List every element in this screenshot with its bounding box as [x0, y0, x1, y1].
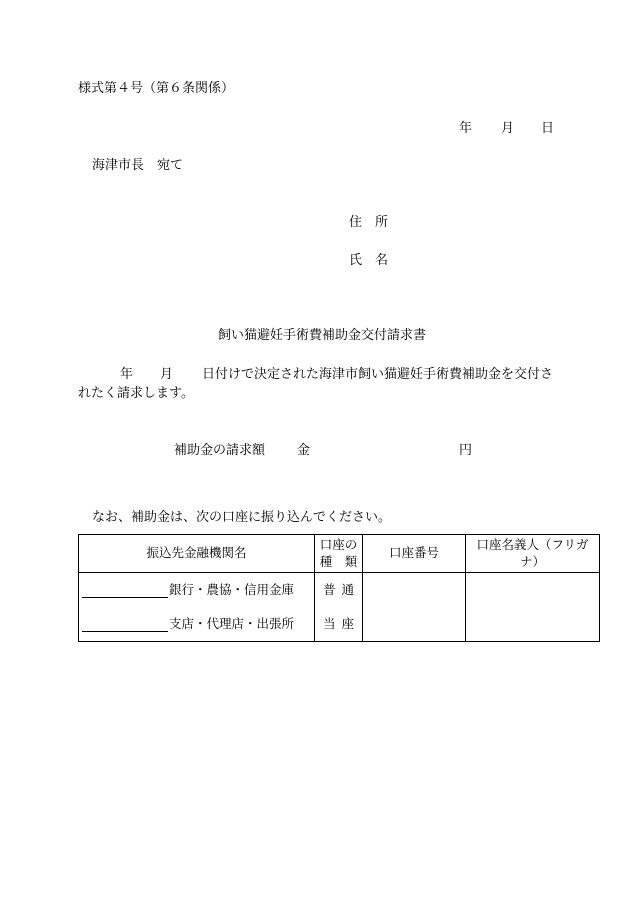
- account-kind-cell: [315, 573, 363, 642]
- account-number-cell[interactable]: [363, 573, 466, 642]
- branch-name-entry[interactable]: [79, 616, 314, 633]
- institution-cell: [79, 573, 315, 642]
- header-account-kind: [315, 535, 363, 573]
- name-label: 氏 名: [349, 253, 389, 268]
- addressee: 海津市長 宛て: [92, 158, 184, 173]
- header-account-kind-line1: 口座の: [319, 536, 358, 552]
- branch-type-text: 支店・代理店・出張所: [169, 615, 295, 631]
- account-kind-current[interactable]: 当座: [322, 615, 360, 631]
- date-year-label: 年: [459, 121, 473, 136]
- body-month-label: 月: [160, 367, 174, 382]
- amount-label: 補助金の請求額: [174, 443, 266, 458]
- table-row: [79, 573, 600, 642]
- account-kind-ordinary[interactable]: 普通: [322, 581, 360, 597]
- table-header-row: [79, 535, 600, 573]
- header-account-kind-line2: 種 類: [319, 553, 358, 569]
- transfer-note: なお、補助金は、次の口座に振り込んでください。: [92, 510, 392, 525]
- form-number: 様式第４号（第６条関係）: [78, 81, 235, 96]
- address-label: 住 所: [349, 215, 389, 230]
- header-account-number: 口座番号: [363, 535, 466, 573]
- amount-unit: 円: [459, 443, 473, 458]
- amount-prefix: 金: [297, 443, 311, 458]
- bank-account-table: [78, 534, 600, 642]
- header-institution: 振込先金融機関名: [79, 535, 315, 573]
- bank-name-blank[interactable]: [82, 585, 168, 598]
- body-text-line1: 日付けで決定された海津市飼い猫避妊手術費補助金を交付さ: [202, 367, 554, 382]
- date-day-label: 日: [541, 121, 555, 136]
- header-account-holder: 口座名義人（フリガナ）: [466, 535, 600, 573]
- branch-name-blank[interactable]: [82, 619, 168, 632]
- body-text-line2: れたく請求します。: [78, 386, 194, 401]
- bank-name-entry[interactable]: [79, 582, 314, 599]
- document-title: 飼い猫避妊手術費補助金交付請求書: [218, 328, 427, 343]
- date-month-label: 月: [501, 121, 515, 136]
- bank-type-text: 銀行・農協・信用金庫: [169, 581, 295, 597]
- body-year-label: 年: [120, 367, 134, 382]
- account-holder-cell[interactable]: [466, 573, 600, 642]
